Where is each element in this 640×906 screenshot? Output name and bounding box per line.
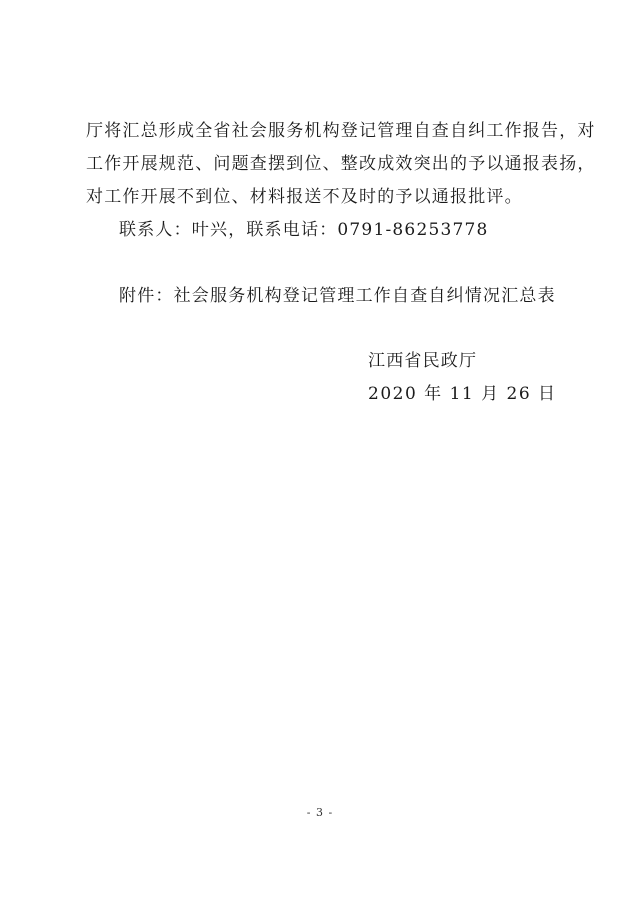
signature-date: 2020 年 11 月 26 日 xyxy=(368,384,557,404)
body-paragraph-line-1: 厅将汇总形成全省社会服务机构登记管理自查自纠工作报告，对 xyxy=(86,121,596,141)
page-number: - 3 - xyxy=(306,806,334,819)
signature-organization: 江西省民政厅 xyxy=(368,351,478,371)
attachment-line: 附件：社会服务机构登记管理工作自查自纠情况汇总表 xyxy=(119,286,556,306)
body-paragraph-line-3: 对工作开展不到位、材料报送不及时的予以通报批评。 xyxy=(86,187,523,207)
body-paragraph-line-2: 工作开展规范、问题查摆到位、整改成效突出的予以通报表扬， xyxy=(86,154,596,174)
contact-line: 联系人：叶兴，联系电话：0791-86253778 xyxy=(119,220,489,240)
